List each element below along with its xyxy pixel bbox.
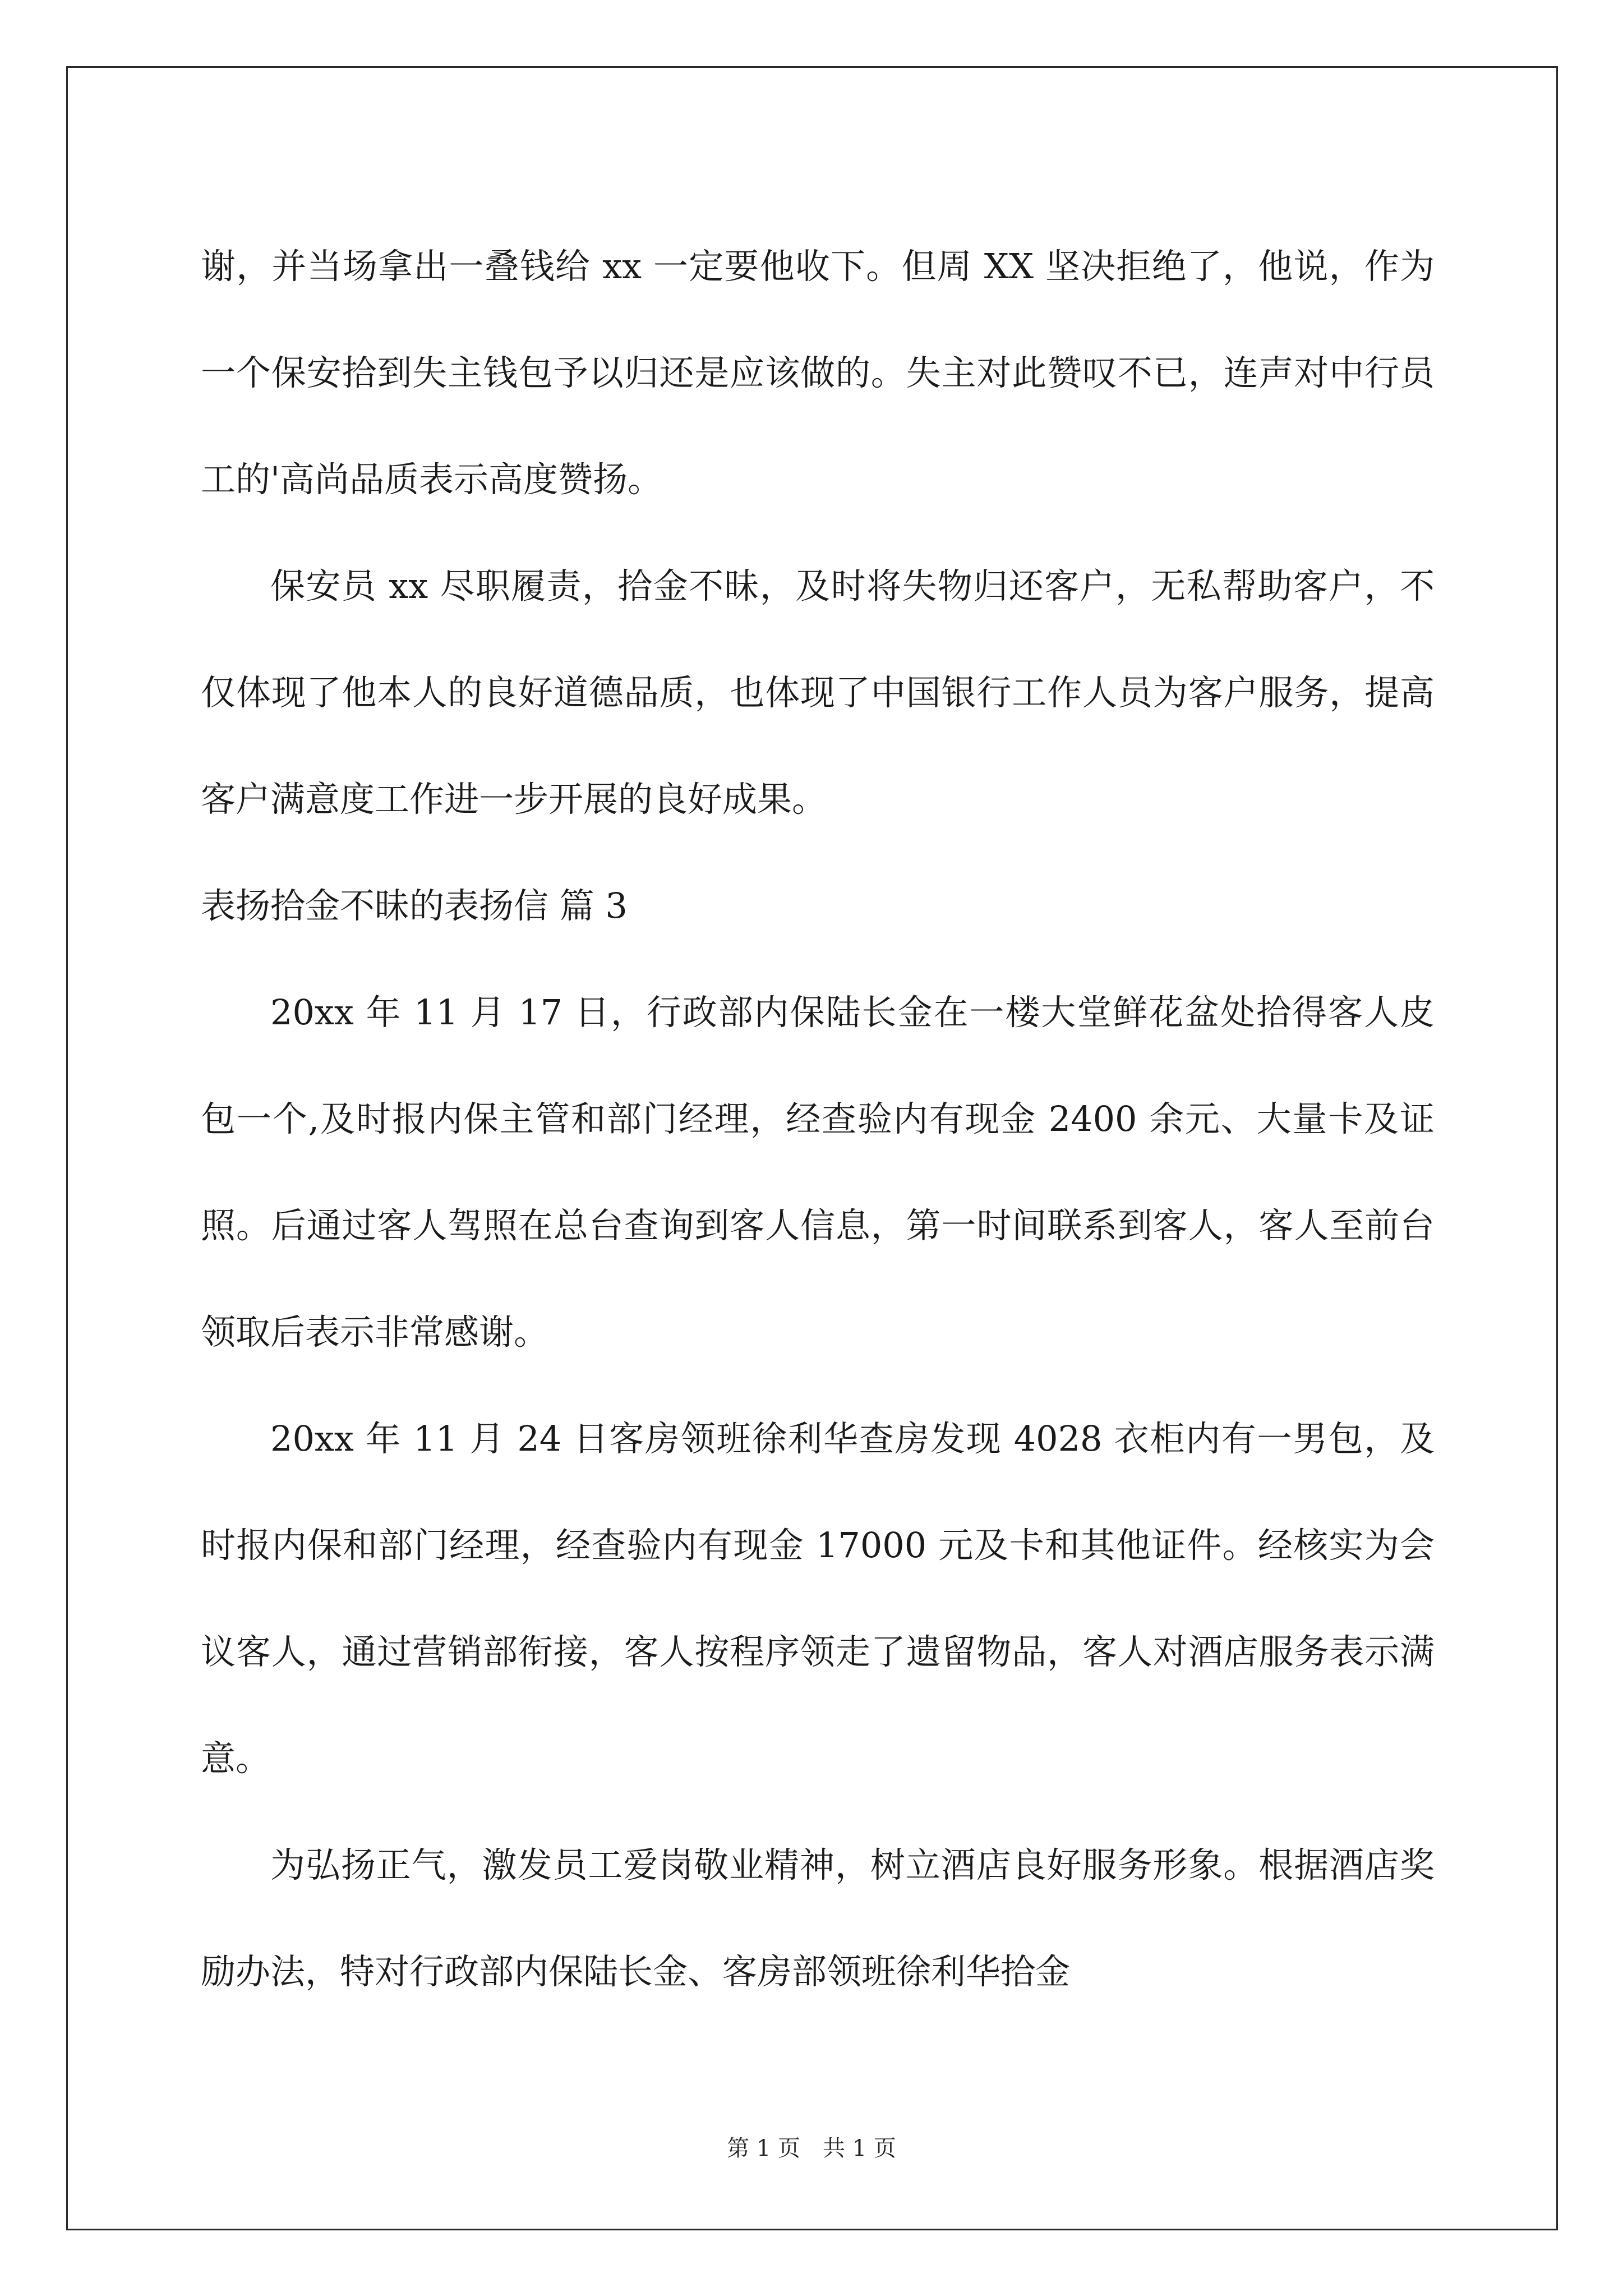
section-heading: 表扬拾金不昧的表扬信 篇 3 xyxy=(201,885,628,926)
paragraph-3: 20xx 年 11 月 17 日，行政部内保陆长金在一楼大堂鲜花盆处拾得客人皮包一个,及时报内保主管和部门经理，经查验内有现金 2400 余元、大量卡及证照。后通过客人驾照在总台查询到客人信息，第一时间联系到客人，客人至前台领取后表示非常感谢。 xyxy=(201,992,1435,1352)
paragraph-1: 谢，并当场拿出一叠钱给 xx 一定要他收下。但周 XX 坚决拒绝了，他说，作为一个保安拾到失主钱包予以归还是应该做的。失主对此赞叹不已，连声对中行员工的'高尚品质表示高度赞扬。 xyxy=(201,246,1435,500)
document-body xyxy=(201,213,1435,2025)
paragraph-4: 20xx 年 11 月 24 日客房领班徐利华查房发现 4028 衣柜内有一男包，及时报内保和部门经理，经查验内有现金 17000 元及卡和其他证件。经核实为会议客人，通过营销部衔接，客人按程序领走了遗留物品，客人对酒店服务表示满意。 xyxy=(201,1418,1435,1779)
paragraph-5: 为弘扬正气，激发员工爱岗敬业精神，树立酒店良好服务形象。根据酒店奖励办法，特对行政部内保陆长金、客房部领班徐利华拾金 xyxy=(201,1844,1435,1992)
paragraph-2: 保安员 xx 尽职履责，拾金不昧，及时将失物归还客户，无私帮助客户，不仅体现了他本人的良好道德品质，也体现了中国银行工作人员为客户服务，提高客户满意度工作进一步开展的良好成果。 xyxy=(201,565,1435,820)
page-footer: 第 1 页 共 1 页 xyxy=(727,2136,896,2161)
